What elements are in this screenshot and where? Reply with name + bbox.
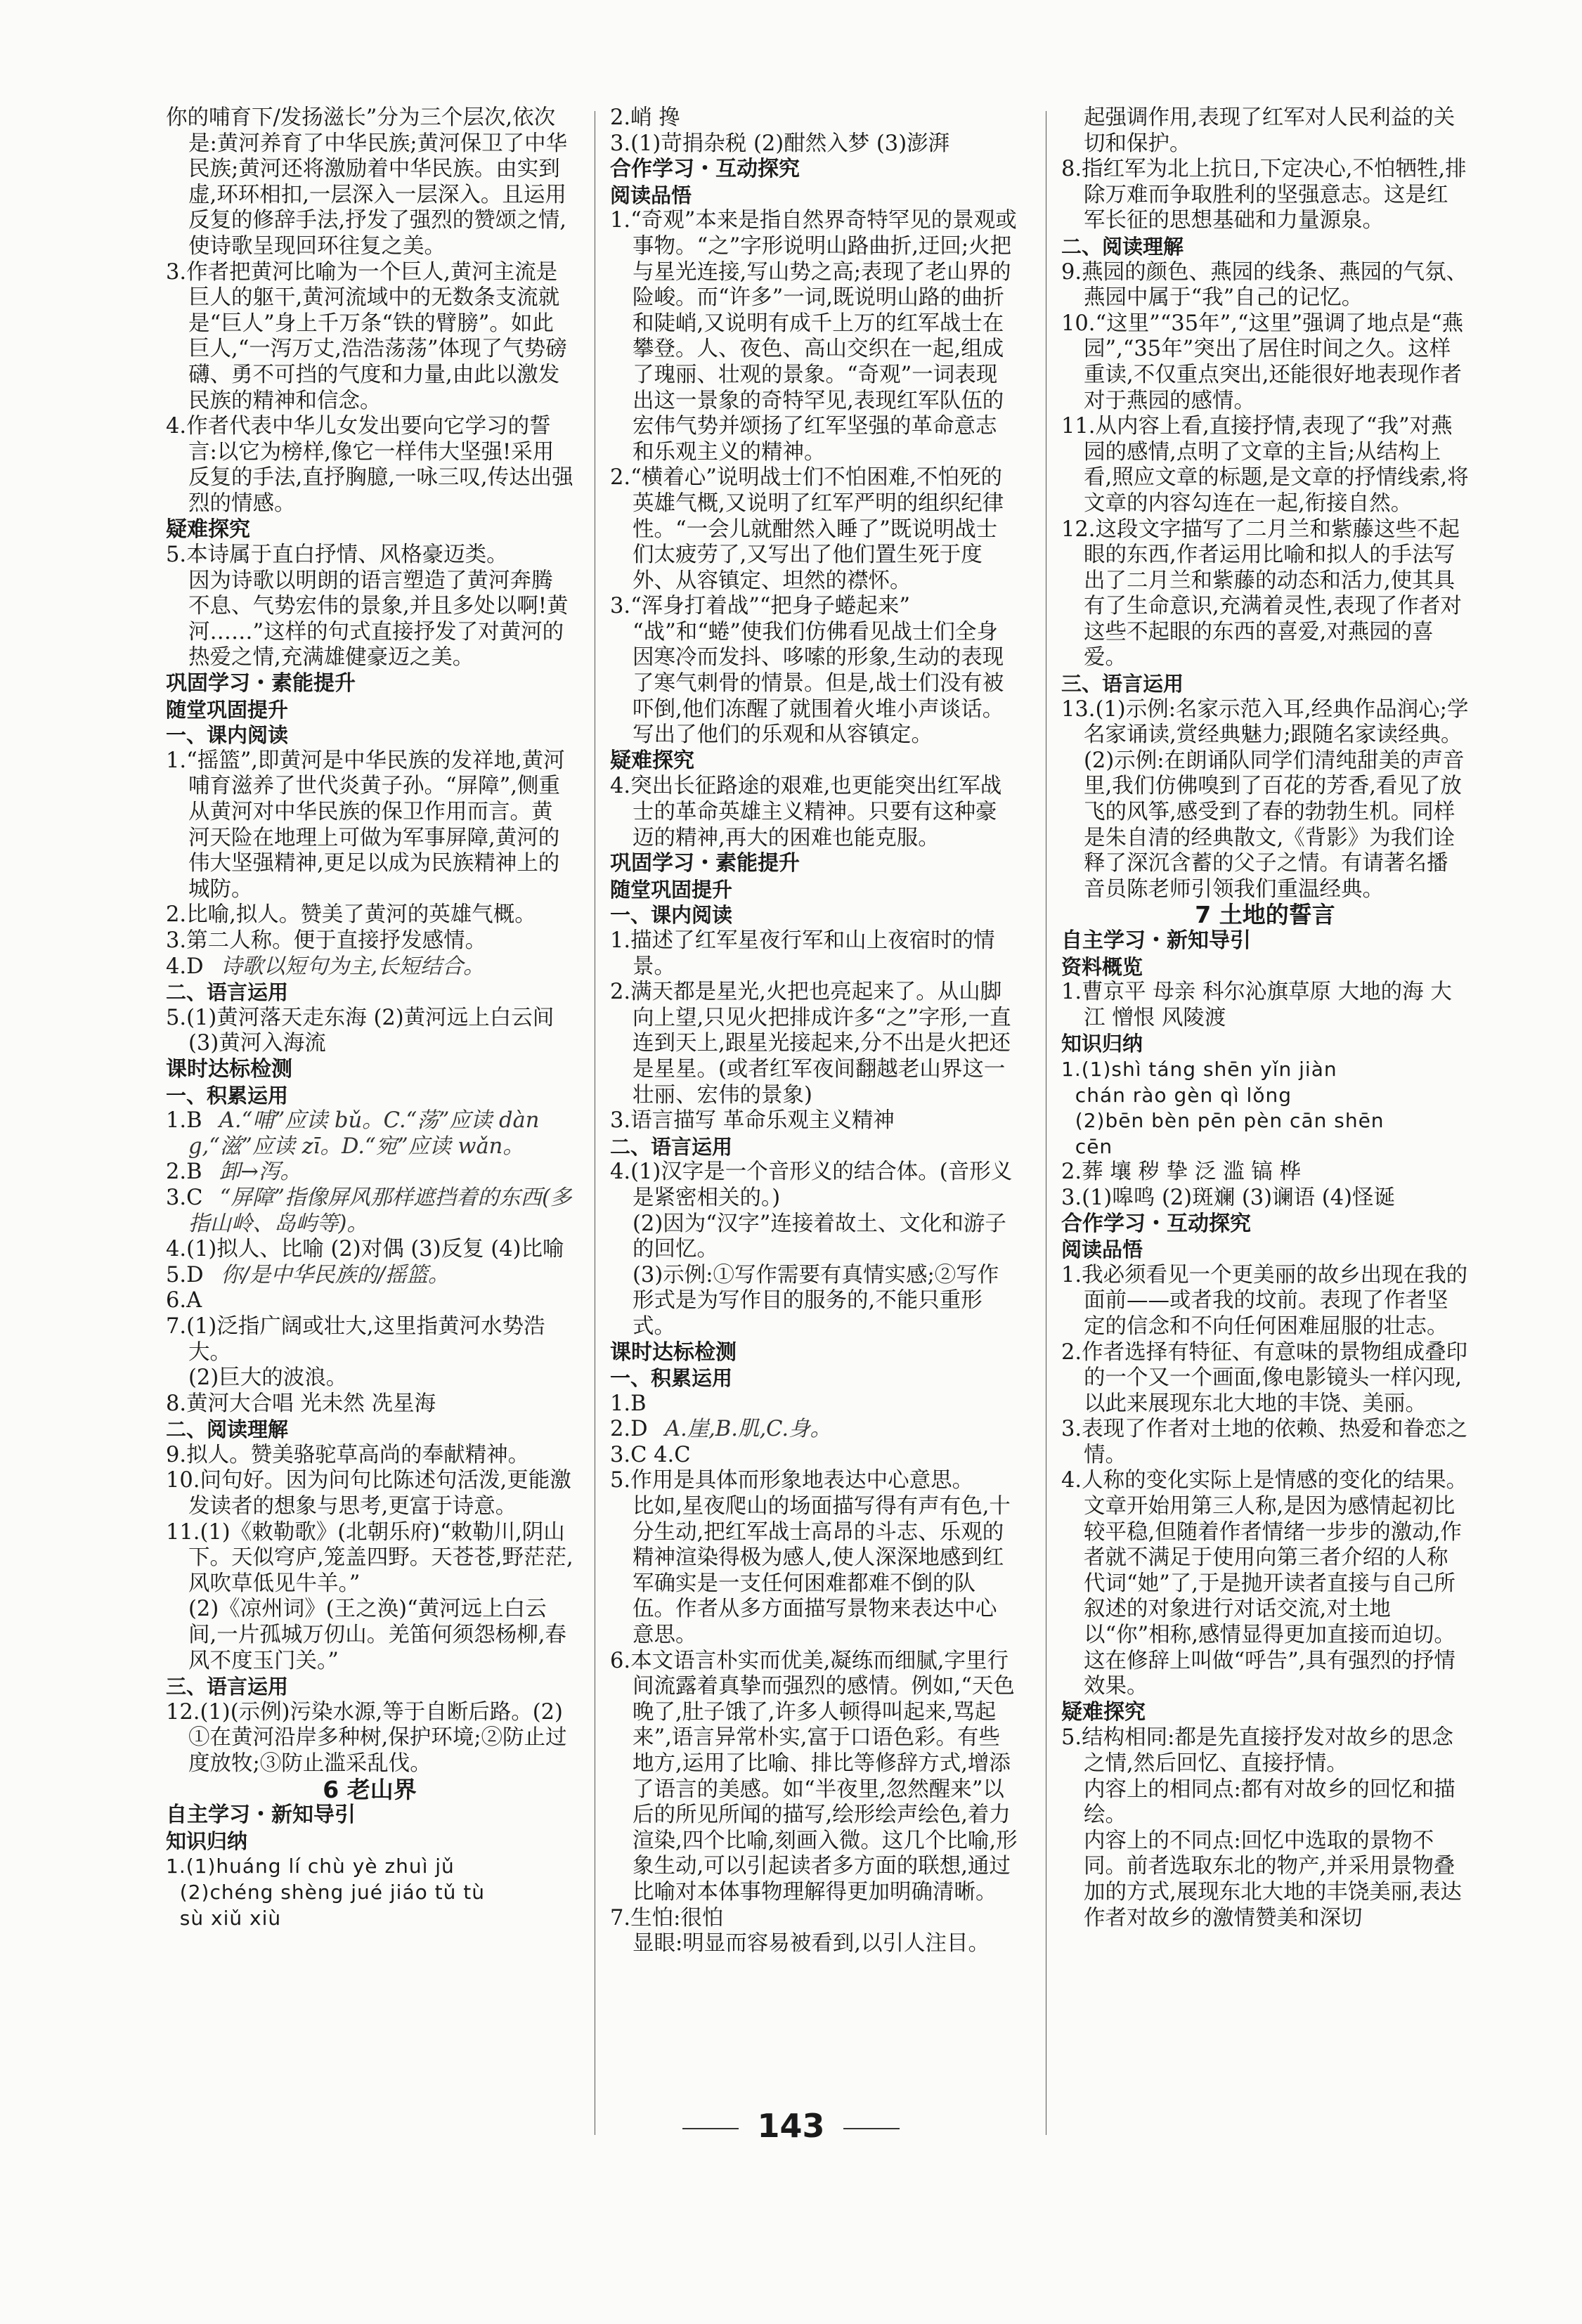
answer-item: 2.满天都是星光,火把也亮起来了。从山脚向上望,只见火把排成许多“之”字形,一直连到天上,跟星光接起来,分不出是火把还是星星。(或者红军夜间翻越老山界这一壮丽、宏伟的景象) (610, 980, 1011, 1108)
answer-item: 1.B (610, 1391, 647, 1416)
answer-column-3 (1061, 105, 1469, 1931)
section-heading: 疑难探究 (610, 748, 694, 773)
answer-continuation: (3)示例:①写作需要有真情实感;②写作形式是为写作目的服务的,不能只重形式。 (633, 1262, 999, 1339)
page-number-text: 143 (757, 2107, 825, 2145)
answer-item: 13.(1)示例:名家示范入耳,经典作品润心;学名家诵读,赏经典魅力;跟随名家读经典。 (1061, 696, 1469, 748)
subsection-heading: 三、语言运用 (1061, 672, 1184, 696)
handwritten-note: “屏障”指像屏风那样遮挡着的东西(多指山岭、岛屿等)。 (188, 1185, 572, 1236)
pinyin-answer: sù xiǔ xiù (166, 1906, 282, 1930)
subsection-heading: 一、积累运用 (610, 1366, 733, 1391)
subsection-heading: 阅读品悟 (1061, 1238, 1143, 1262)
pinyin-answer: cēn (1061, 1134, 1113, 1158)
answer-item: 1.曹京平 母亲 科尔沁旗草原 大地的海 大江 憎恨 风陵渡 (1061, 980, 1452, 1030)
subsection-heading: 知识归纳 (1061, 1032, 1143, 1056)
answer-item: 2.葬 壤 秽 挚 泛 滥 镐 桦 (1061, 1160, 1301, 1185)
answer-choice: 1.B (166, 1108, 202, 1134)
handwritten-note: A.“哺”应读 bǔ。C.“荡”应读 dàng,“滋”应读 zī。D.“宛”应读 wǎn。 (188, 1108, 540, 1159)
answer-item: 11.(1)《敕勒歌》(北朝乐府)“敕勒川,阴山下。天似穹庐,笼盖四野。天苍苍,野茫茫,风吹草低见牛羊。” (166, 1519, 573, 1596)
answer-item: 5.结构相同:都是先直接抒发对故乡的思念之情,然后回忆、直接抒情。 (1061, 1725, 1453, 1776)
answer-item: 10.问句好。因为问句比陈述句活泼,更能激发读者的想象与思考,更富于诗意。 (166, 1468, 571, 1519)
answer-item (166, 1160, 573, 1186)
answer-item: 6.A (166, 1288, 202, 1313)
subsection-heading: 知识归纳 (166, 1829, 248, 1853)
section-heading: 巩固学习・素能提升 (610, 851, 800, 876)
answer-item: 12.(1)(示例)污染水源,等于自断后路。(2)①在黄河沿岸多种树,保护环境;②防止过度放牧;③防止滥采乱伐。 (166, 1699, 567, 1776)
answer-item: 12.这段文字描写了二月兰和紫藤这些不起眼的东西,作者运用比喻和拟人的手法写出了二月兰和紫藤的动态和活力,使其具有了生命意识,充满着灵性,表现了作者对这些不起眼的东西的喜爱,对燕园的喜爱。 (1061, 517, 1462, 670)
answer-choice: 4.D (166, 954, 204, 979)
subsection-heading: 一、积累运用 (166, 1083, 289, 1108)
section-heading: 自主学习・新知导引 (1061, 928, 1251, 953)
answer-continuation: 起强调作用,表现了红军对人民利益的关切和保护。 (1084, 105, 1455, 156)
pinyin-answer: 1.(1)huáng lí chù yè zhuì jǔ (166, 1855, 455, 1878)
answer-continuation: 因为诗歌以明朗的语言塑造了黄河奔腾不息、气势宏伟的景象,并且多处以啊!黄河……”这样的句式直接抒发了对黄河的热爱之情,充满雄健豪迈之美。 (188, 568, 569, 670)
answer-item: 2.“横着心”说明战士们不怕困难,不怕死的英雄气概,又说明了红军严明的组织纪律性。“一会儿就酣然入睡了”既说明战士们太疲劳了,又写出了他们置生死于度外、从容镇定、坦然的襟怀。 (610, 465, 1004, 593)
section-heading: 自主学习・新知导引 (166, 1803, 356, 1828)
answer-item: 5.(1)黄河落天走东海 (2)黄河远上白云间 (3)黄河入海流 (166, 1005, 555, 1056)
answer-item: 5.本诗属于直白抒情、风格豪迈类。 (166, 543, 508, 568)
answer-column-2 (610, 105, 1018, 1957)
answer-continuation: “战”和“蜷”使我们仿佛看见战士们全身因寒冷而发抖、哆嗦的形象,生动的表现了寒气刺骨的情景。但是,战士们没有被吓倒,他们冻醒了就围着火堆小声谈话。写出了他们的乐观和从容镇定。 (633, 619, 1004, 748)
pinyin-answer: (2)bēn bèn pēn pèn cān shēn (1061, 1109, 1385, 1133)
answer-item: 4.突出长征路途的艰难,也更能突出红军战士的革命英雄主义精神。只要有这种豪迈的精神,再大的困难也能克服。 (610, 774, 1002, 850)
answer-item: 1.描述了红军星夜行军和山上夜宿时的情景。 (610, 928, 995, 979)
answer-continuation: (2)巨大的波浪。 (188, 1365, 348, 1391)
answer-continuation: 内容上的相同点:都有对故乡的回忆和描绘。 (1084, 1777, 1455, 1828)
answer-item: 4.作者代表中华儿女发出要向它学习的誓言:以它为榜样,像它一样伟大坚强!采用反复的手法,直抒胸臆,一咏三叹,传达出强烈的情感。 (166, 414, 573, 516)
pinyin-answer: 1.(1)shì táng shēn yǐn jiàn (1061, 1057, 1337, 1081)
answer-continuation: (2)《凉州词》(王之涣)“黄河远上白云间,一片孤城万仞山。羌笛何须怨杨柳,春风不度玉门关。” (188, 1597, 566, 1673)
section-heading: 巩固学习・素能提升 (166, 671, 356, 696)
handwritten-note: 你/是中华民族的/摇篮。 (220, 1262, 450, 1287)
page-number (0, 2107, 1582, 2145)
answer-continuation: 内容上的不同点:回忆中选取的景物不同。前者选取东北的物产,并采用景物叠加的方式,展现东北大地的丰饶美丽,表达作者对故乡的激情赞美和深切 (1084, 1828, 1462, 1930)
pinyin-answer: (2)chéng shèng jué jiáo tǔ tù (166, 1880, 485, 1904)
answer-item: 3.第二人称。便于直接抒发感情。 (166, 928, 487, 953)
subsection-heading: 一、课内阅读 (166, 723, 289, 748)
answer-item (166, 954, 573, 980)
answer-item: 4.(1)汉字是一个音形义的结合体。(音形义是紧密相关的。) (610, 1160, 1013, 1210)
subsection-heading: 阅读品悟 (610, 183, 692, 207)
answer-item: 4.人称的变化实际上是情感的变化的结果。文章开始用第三人称,是因为感情起初比较平稳,但随着作者情绪一步步的激动,作者就不满足于使用向第三者介绍的人称代词“她”了,于是抛开读者直接与自己所叙述的对象进行对话交流,对土地以“你”相称,感情显得更加直接而迫切。这在修辞上叫做“呼告”,具有强烈的抒情效果。 (1061, 1468, 1468, 1699)
subsection-heading: 一、课内阅读 (610, 903, 733, 928)
answer-item: 3.语言描写 革命乐观主义精神 (610, 1108, 895, 1134)
pinyin-answer: chán rào gèn qì lǒng (1061, 1083, 1292, 1107)
subsection-heading: 二、阅读理解 (166, 1417, 289, 1442)
answer-item: 7.生怕:很怕 (610, 1905, 724, 1930)
answer-choice: 5.D (166, 1262, 204, 1287)
answer-continuation: (2)因为“汉字”连接着故土、文化和游子的回忆。 (633, 1211, 1006, 1262)
answer-item: 1.“摇篮”,即黄河是中华民族的发祥地,黄河哺育滋养了世代炎黄子孙。“屏障”,侧重从黄河对中华民族的保卫作用而言。黄河天险在地理上可做为军事屏障,黄河的伟大坚强精神,更足以成为民族精神上的城防。 (166, 748, 565, 902)
section-heading: 课时达标检测 (610, 1339, 737, 1365)
answer-choice: 2.B (166, 1160, 202, 1185)
section-heading: 合作学习・互动探究 (610, 157, 800, 182)
section-heading: 合作学习・互动探究 (1061, 1211, 1251, 1236)
answer-choice: 3.C (166, 1185, 203, 1210)
answer-item: 2.作者选择有特征、有意味的景物组成叠印的一个又一个画面,像电影镜头一样闪现,以此来展现东北大地的丰饶、美丽。 (1061, 1339, 1468, 1416)
answer-item: 3.表现了作者对土地的依赖、热爱和眷恋之情。 (1061, 1417, 1468, 1467)
answer-item: 10.“这里”“35年”,“这里”强调了地点是“燕园”,“35年”突出了居住时间之久。这样重读,不仅重点突出,还能很好地表现作者对于燕园的感情。 (1061, 311, 1464, 413)
answer-item: 3.C 4.C (610, 1442, 691, 1467)
answer-item: 8.指红军为北上抗日,下定决心,不怕牺牲,排除万难而争取胜利的坚强意志。这是红军长征的思想基础和力量源泉。 (1061, 157, 1467, 233)
answer-item: 3.“浑身打着战”“把身子蜷起来” (610, 594, 910, 619)
answer-item (166, 1263, 573, 1289)
answer-choice: 2.D (610, 1417, 648, 1442)
section-heading: 疑难探究 (1061, 1699, 1146, 1725)
subsection-heading: 随堂巩固提升 (610, 877, 733, 902)
answer-item: 1.“奇观”本来是指自然界奇特罕见的景观或事物。“之”字形说明山路曲折,迂回;火把与星光连接,写山势之高;表现了老山界的险峻。而“许多”一词,既说明山路的曲折和陡峭,又说明有成千上万的红军战士在攀登。人、夜色、高山交织在一起,组成了瑰丽、壮观的景象。“奇观”一词表现出这一景象的奇特罕见,表现红军队伍的宏伟气势并颂扬了红军坚强的革命意志和乐观主义的精神。 (610, 208, 1017, 465)
answer-item (166, 1186, 573, 1237)
answer-item: 9.燕园的颜色、燕园的线条、燕园的气氛、燕园中属于“我”自己的记忆。 (1061, 259, 1468, 311)
handwritten-note: 卸→泻。 (219, 1160, 302, 1185)
lesson-title: 7 土地的誓言 (1195, 901, 1335, 929)
answer-item: 2.峭 搀 (610, 105, 680, 130)
subsection-heading: 资料概览 (1061, 954, 1143, 979)
answer-item: 6.本文语言朴实而优美,凝练而细腻,字里行间流露着真挚而强烈的感情。例如,“天色晚了,肚子饿了,许多人顿得叫起来,骂起来”,语言异常朴实,富于口语色彩。有些地方,运用了比喻、排比等修辞方式,增添了语言的美感。如“半夜里,忽然醒来”以后的所见所闻的描写,绘形绘声绘色,着力渲染,四个比喻,刻画入微。这几个比喻,形象生动,可以引起读者多方面的联想,通过比喻对本体事物理解得更加明确清晰。 (610, 1648, 1018, 1904)
answer-item: 3.作者把黄河比喻为一个巨人,黄河主流是巨人的躯干,黄河流域中的无数条支流就是“巨人”身上千万条“铁的臂膀”。如此巨人,“一泻万丈,浩浩荡荡”体现了气势磅礴、勇不可挡的气度和力量,由此以激发民族的精神和信念。 (166, 259, 567, 413)
answer-continuation: 显眼:明显而容易被看到,以引人注目。 (633, 1931, 990, 1956)
answer-item: 5.作用是具体而形象地表达中心意思。 (610, 1468, 974, 1493)
subsection-heading: 随堂巩固提升 (166, 697, 289, 722)
subsection-heading: 二、语言运用 (166, 980, 289, 1005)
answer-column-1 (166, 105, 573, 1931)
answer-item: 3.(1)嗥鸣 (2)斑斓 (3)谰语 (4)怪诞 (1061, 1185, 1395, 1210)
answer-item: 1.我必须看见一个更美丽的故乡出现在我的面前——或者我的坟前。表现了作者坚定的信念和不向任何困难屈服的壮志。 (1061, 1262, 1468, 1339)
subsection-heading: 二、阅读理解 (1061, 234, 1184, 259)
handwritten-note: 诗歌以短句为主,长短结合。 (220, 954, 485, 979)
subsection-heading: 二、语言运用 (610, 1134, 733, 1159)
answer-item: 8.黄河大合唱 光未然 冼星海 (166, 1391, 436, 1416)
answer-item: 4.(1)拟人、比喻 (2)对偶 (3)反复 (4)比喻 (166, 1237, 564, 1262)
answer-item (166, 1108, 573, 1160)
answer-continuation: (2)示例:在朗诵队同学们清纯甜美的声音里,我们仿佛嗅到了百花的芳香,看见了放飞的风筝,感受到了春的勃勃生机。同样是朱自清的经典散文,《背影》为我们诠释了深沉含蓄的父子之情。有请著名播音员陈老师引领我们重温经典。 (1084, 748, 1465, 902)
lesson-title: 6 老山界 (323, 1775, 417, 1803)
subsection-heading: 三、语言运用 (166, 1675, 289, 1699)
handwritten-note: A.崖,B.肌,C.身。 (664, 1417, 832, 1442)
answer-item: 7.(1)泛指广阔或壮大,这里指黄河水势浩大。 (166, 1313, 545, 1365)
section-heading: 疑难探究 (166, 517, 250, 542)
section-heading: 课时达标检测 (166, 1056, 292, 1082)
answer-continuation: 比如,星夜爬山的场面描写得有声有色,十分生动,把红军战士高昂的斗志、乐观的精神渲染得极为感人,使人深深地感到红军确实是一支任何困难都难不倒的队伍。作者从多方面描写景物来表达中心意思。 (633, 1494, 1011, 1648)
answer-item: 2.比喻,拟人。赞美了黄河的英雄气概。 (166, 902, 536, 928)
answer-item: 3.(1)苛捐杂税 (2)酣然入梦 (3)澎湃 (610, 131, 950, 156)
answer-item: 你的哺育下/发扬滋长”分为三个层次,依次是:黄河养育了中华民族;黄河保卫了中华民族;黄河还将激励着中华民族。由实到虚,环环相扣,一层深入一层深入。且运用反复的修辞手法,抒发了强烈的赞颂之情,使诗歌呈现回环往复之美。 (166, 105, 568, 259)
answer-item: 9.拟人。赞美骆驼草高尚的奉献精神。 (166, 1442, 530, 1467)
answer-item: 11.从内容上看,直接抒情,表现了“我”对燕园的感情,点明了文章的主旨;从结构上看,照应文章的标题,是文章的抒情线索,将文章的内容勾连在一起,衔接自然。 (1061, 414, 1469, 516)
answer-item (610, 1417, 1018, 1443)
